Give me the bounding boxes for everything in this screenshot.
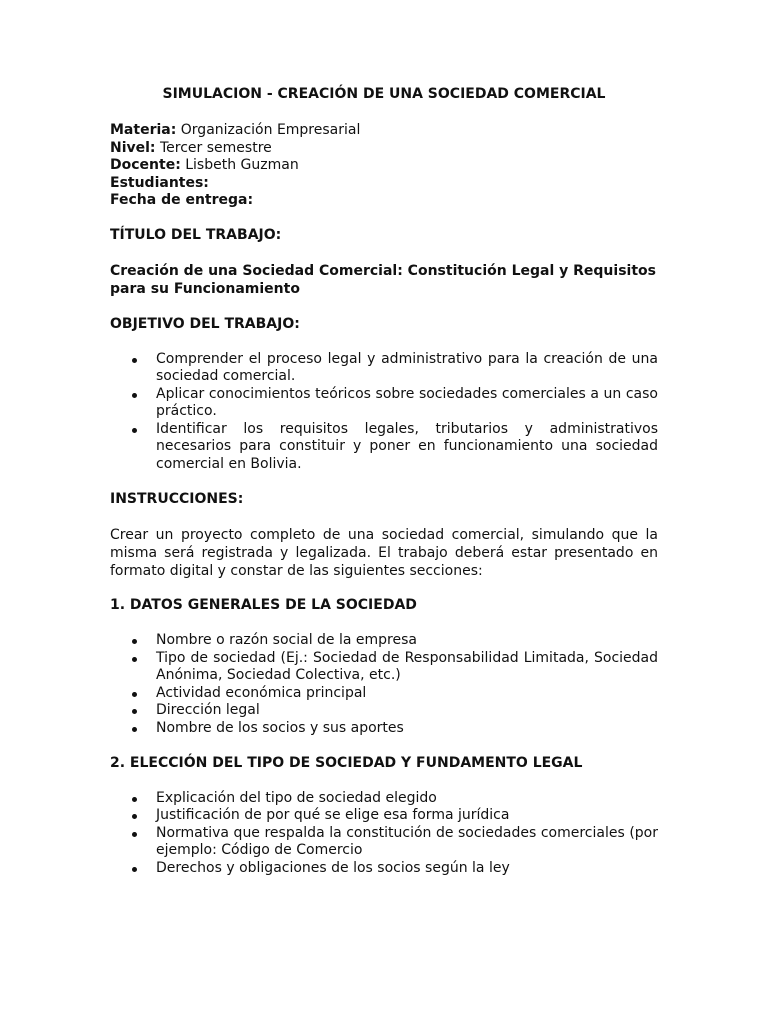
meta-label: Fecha de entrega: — [110, 192, 254, 208]
meta-estudiantes — [110, 175, 658, 193]
meta-nivel — [110, 140, 658, 158]
instrucciones-text: Crear un proyecto completo de una sociedad comercial, simulando que la misma será registrada y legalizada. El trabajo deberá estar presentado en formato digital y constar de las siguientes secciones: — [110, 526, 658, 579]
list-item: Tipo de sociedad (Ej.: Sociedad de Responsabilidad Limitada, Sociedad Anónima, Sociedad Colectiva, etc.) — [110, 650, 658, 685]
bullet-icon — [132, 709, 137, 714]
list-item: Explicación del tipo de sociedad elegido — [110, 790, 658, 808]
bullet-icon — [132, 657, 137, 662]
objetivo-heading: OBJETIVO DEL TRABAJO: — [110, 315, 300, 332]
meta-label: Docente: — [110, 157, 181, 173]
section1-heading: 1. DATOS GENERALES DE LA SOCIEDAD — [110, 597, 417, 613]
section2-heading: 2. ELECCIÓN DEL TIPO DE SOCIEDAD Y FUNDAMENTO LEGAL — [110, 754, 583, 771]
document-title: SIMULACION - CREACIÓN DE UNA SOCIEDAD COMERCIAL — [162, 86, 606, 102]
bullet-icon — [132, 428, 137, 433]
instrucciones-heading: INSTRUCCIONES: — [110, 490, 244, 507]
meta-value: Tercer semestre — [155, 139, 272, 156]
meta-fecha — [110, 192, 658, 210]
list-item: Derechos y obligaciones de los socios según la ley — [110, 860, 658, 878]
bullet-icon — [132, 393, 137, 398]
meta-value: Lisbeth Guzman — [180, 157, 299, 173]
section1-list — [110, 632, 658, 737]
list-item: Aplicar conocimientos teóricos sobre sociedades comerciales a un caso práctico. — [110, 386, 658, 421]
meta-label: Estudiantes: — [110, 174, 209, 191]
bullet-icon — [132, 692, 137, 697]
list-item: Comprender el proceso legal y administrativo para la creación de una sociedad comercial. — [110, 351, 658, 386]
bullet-icon — [132, 814, 137, 819]
list-item: Identificar los requisitos legales, tributarios y administrativos necesarios para constituir y poner en funcionamiento una sociedad comercial en Bolivia. — [110, 421, 658, 474]
meta-materia — [110, 122, 658, 140]
bullet-icon — [132, 727, 137, 732]
list-item: Nombre de los socios y sus aportes — [110, 720, 658, 738]
bullet-icon — [132, 867, 137, 872]
bullet-icon — [132, 639, 137, 644]
meta-block — [110, 122, 658, 210]
list-item: Dirección legal — [110, 702, 658, 720]
list-item: Justificación de por qué se elige esa forma jurídica — [110, 807, 658, 825]
bullet-icon — [132, 832, 137, 837]
meta-label: Materia: — [110, 122, 177, 138]
meta-value: Organización Empresarial — [176, 122, 361, 138]
meta-docente — [110, 157, 658, 175]
meta-label: Nivel: — [110, 139, 156, 156]
titulo-heading: TÍTULO DEL TRABAJO: — [110, 227, 282, 243]
bullet-icon — [132, 797, 137, 802]
objetivos-list — [110, 351, 658, 474]
list-item: Actividad económica principal — [110, 685, 658, 703]
section2-list — [110, 790, 658, 878]
list-item: Normativa que respalda la constitución de sociedades comerciales (por ejemplo: Código de Comercio — [110, 825, 658, 860]
bullet-icon — [132, 358, 137, 363]
titulo-text: Creación de una Sociedad Comercial: Constitución Legal y Requisitos para su Funcionamiento — [110, 263, 656, 297]
list-item: Nombre o razón social de la empresa — [110, 632, 658, 650]
